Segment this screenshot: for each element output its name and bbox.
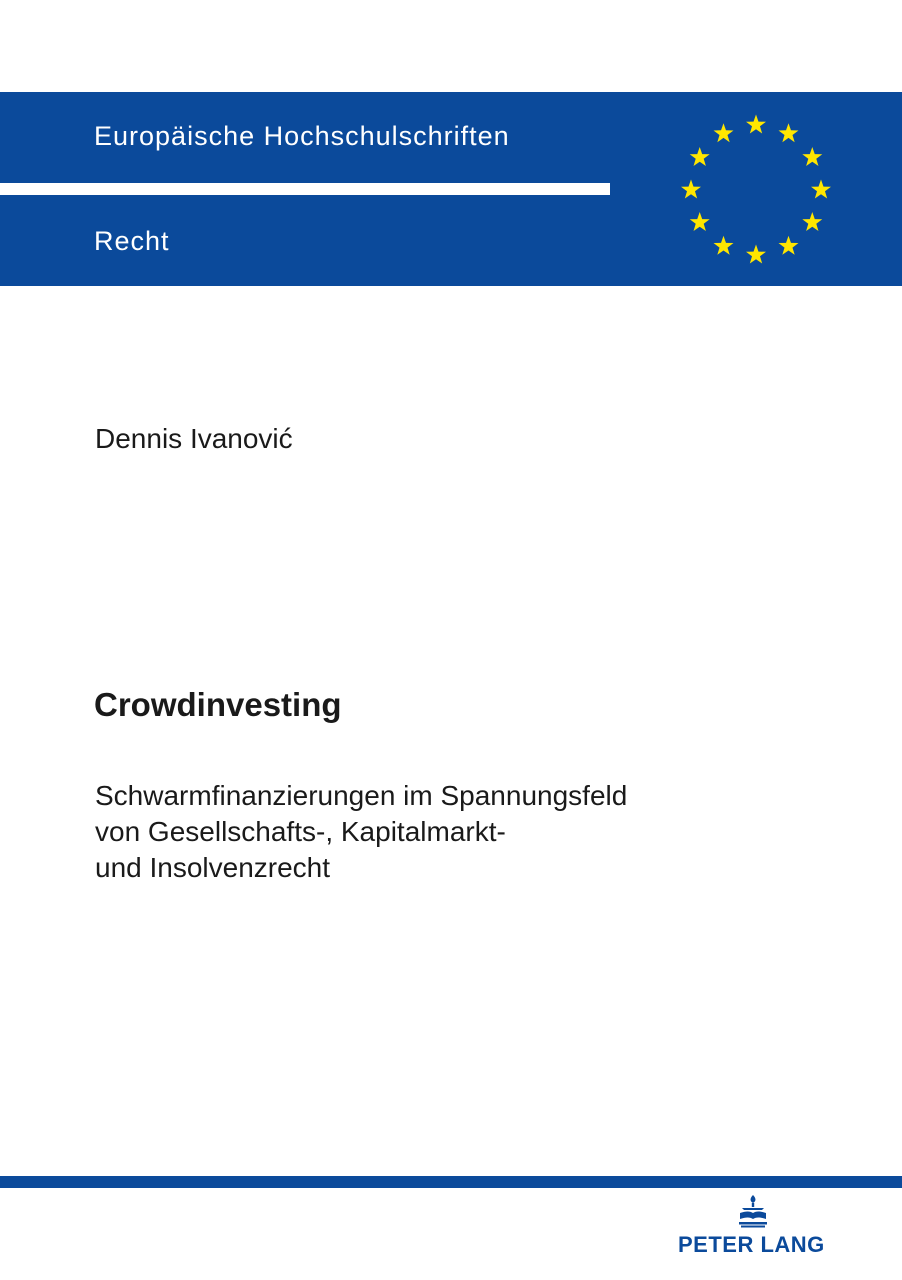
star-icon: [779, 236, 799, 255]
author-name: Dennis Ivanović: [95, 423, 293, 454]
star-icon: [690, 212, 710, 231]
star-icon: [802, 147, 822, 166]
subtitle-line: Schwarmfinanzierungen im Spannungsfeld: [95, 780, 628, 811]
star-icon: [811, 180, 831, 199]
book-title: Crowdinvesting: [94, 686, 342, 723]
star-icon: [681, 180, 701, 199]
publisher-name: PETER LANG: [678, 1232, 825, 1257]
publisher-logo-icon: [738, 1194, 768, 1228]
series-divider: [0, 183, 610, 195]
star-icon: [802, 212, 822, 231]
series-title: Europäische Hochschulschriften: [94, 121, 510, 151]
star-icon: [746, 115, 766, 134]
bottom-rule: [0, 1176, 902, 1188]
star-icon: [746, 245, 766, 264]
star-icon: [714, 236, 734, 255]
subtitle-line: von Gesellschafts-, Kapitalmarkt-: [95, 816, 506, 847]
subtitle-line: und Insolvenzrecht: [95, 852, 331, 883]
star-icon: [690, 147, 710, 166]
star-icon: [779, 123, 799, 142]
book-subtitle: [95, 778, 627, 886]
eu-stars-icon: [678, 112, 834, 268]
series-subtitle: Recht: [94, 226, 170, 256]
star-icon: [714, 123, 734, 142]
